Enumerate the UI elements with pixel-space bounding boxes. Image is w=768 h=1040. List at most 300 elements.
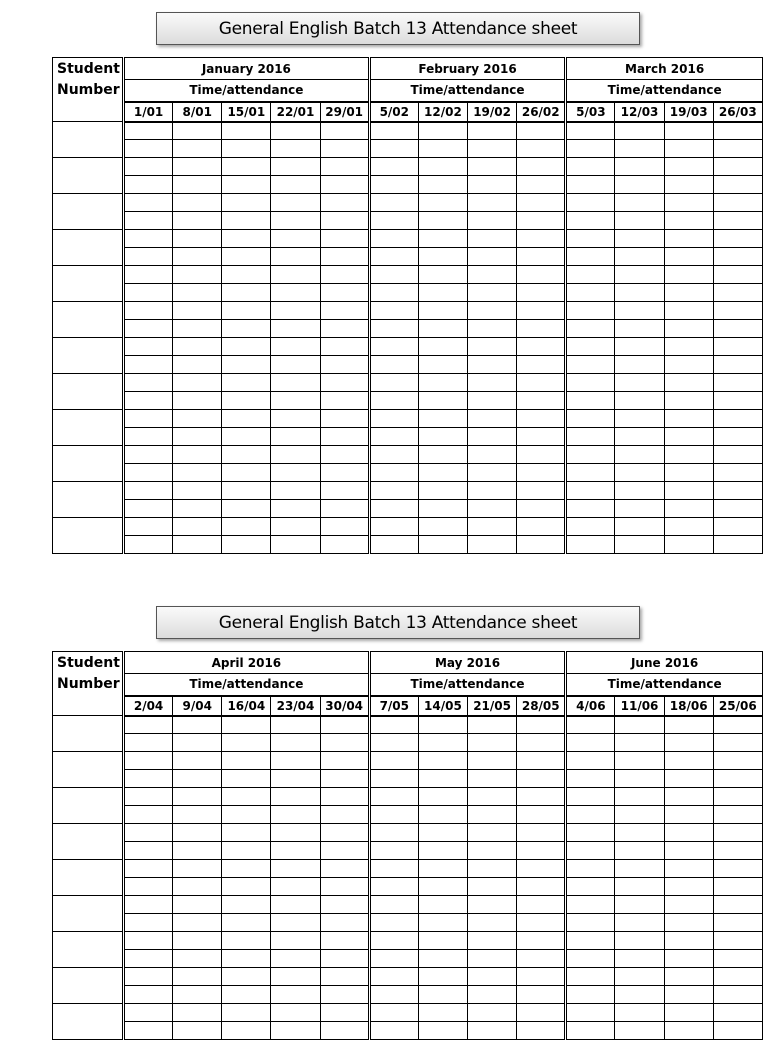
attendance-cell[interactable] [173, 932, 222, 950]
attendance-cell[interactable] [418, 788, 467, 806]
attendance-cell[interactable] [369, 536, 418, 554]
student-number-cell[interactable] [53, 374, 124, 410]
attendance-cell[interactable] [173, 212, 222, 230]
student-number-cell[interactable] [53, 122, 124, 158]
attendance-cell[interactable] [566, 914, 615, 932]
attendance-cell[interactable] [713, 932, 762, 950]
attendance-cell[interactable] [320, 500, 369, 518]
attendance-cell[interactable] [664, 320, 713, 338]
attendance-cell[interactable] [369, 392, 418, 410]
attendance-cell[interactable] [124, 824, 173, 842]
attendance-cell[interactable] [566, 374, 615, 392]
attendance-cell[interactable] [468, 464, 517, 482]
attendance-cell[interactable] [173, 194, 222, 212]
attendance-cell[interactable] [517, 194, 566, 212]
attendance-cell[interactable] [664, 932, 713, 950]
attendance-cell[interactable] [517, 968, 566, 986]
attendance-cell[interactable] [271, 896, 320, 914]
attendance-cell[interactable] [713, 950, 762, 968]
attendance-cell[interactable] [320, 194, 369, 212]
attendance-cell[interactable] [664, 536, 713, 554]
attendance-cell[interactable] [222, 914, 271, 932]
attendance-cell[interactable] [320, 1022, 369, 1040]
attendance-cell[interactable] [222, 446, 271, 464]
attendance-cell[interactable] [566, 356, 615, 374]
attendance-cell[interactable] [566, 176, 615, 194]
attendance-cell[interactable] [369, 896, 418, 914]
attendance-cell[interactable] [615, 194, 664, 212]
attendance-cell[interactable] [566, 302, 615, 320]
attendance-cell[interactable] [566, 734, 615, 752]
student-number-cell[interactable] [53, 1004, 124, 1040]
attendance-cell[interactable] [713, 392, 762, 410]
attendance-cell[interactable] [320, 806, 369, 824]
attendance-cell[interactable] [664, 158, 713, 176]
attendance-cell[interactable] [271, 194, 320, 212]
attendance-cell[interactable] [468, 500, 517, 518]
attendance-cell[interactable] [517, 1022, 566, 1040]
attendance-cell[interactable] [173, 356, 222, 374]
attendance-cell[interactable] [320, 482, 369, 500]
attendance-cell[interactable] [271, 950, 320, 968]
attendance-cell[interactable] [271, 302, 320, 320]
attendance-cell[interactable] [517, 464, 566, 482]
attendance-cell[interactable] [124, 410, 173, 428]
attendance-cell[interactable] [713, 320, 762, 338]
attendance-cell[interactable] [369, 158, 418, 176]
attendance-cell[interactable] [713, 806, 762, 824]
attendance-cell[interactable] [566, 500, 615, 518]
student-number-cell[interactable] [53, 194, 124, 230]
attendance-cell[interactable] [369, 140, 418, 158]
attendance-cell[interactable] [271, 914, 320, 932]
attendance-cell[interactable] [222, 482, 271, 500]
attendance-cell[interactable] [369, 248, 418, 266]
attendance-cell[interactable] [271, 212, 320, 230]
attendance-cell[interactable] [664, 464, 713, 482]
attendance-cell[interactable] [517, 770, 566, 788]
attendance-cell[interactable] [615, 896, 664, 914]
attendance-cell[interactable] [517, 878, 566, 896]
attendance-cell[interactable] [713, 266, 762, 284]
attendance-cell[interactable] [517, 356, 566, 374]
attendance-cell[interactable] [320, 860, 369, 878]
attendance-cell[interactable] [566, 392, 615, 410]
attendance-cell[interactable] [271, 230, 320, 248]
attendance-cell[interactable] [615, 536, 664, 554]
attendance-cell[interactable] [615, 878, 664, 896]
attendance-cell[interactable] [173, 338, 222, 356]
attendance-cell[interactable] [713, 878, 762, 896]
attendance-cell[interactable] [615, 914, 664, 932]
attendance-cell[interactable] [320, 1004, 369, 1022]
attendance-cell[interactable] [468, 428, 517, 446]
attendance-cell[interactable] [222, 896, 271, 914]
attendance-cell[interactable] [664, 428, 713, 446]
attendance-cell[interactable] [418, 284, 467, 302]
attendance-cell[interactable] [271, 968, 320, 986]
attendance-cell[interactable] [468, 752, 517, 770]
attendance-cell[interactable] [124, 320, 173, 338]
attendance-cell[interactable] [173, 752, 222, 770]
attendance-cell[interactable] [222, 950, 271, 968]
attendance-cell[interactable] [664, 878, 713, 896]
attendance-cell[interactable] [124, 230, 173, 248]
attendance-cell[interactable] [222, 248, 271, 266]
attendance-cell[interactable] [615, 842, 664, 860]
attendance-cell[interactable] [566, 248, 615, 266]
attendance-cell[interactable] [468, 122, 517, 140]
attendance-cell[interactable] [320, 338, 369, 356]
attendance-cell[interactable] [418, 230, 467, 248]
attendance-cell[interactable] [124, 248, 173, 266]
attendance-cell[interactable] [566, 212, 615, 230]
student-number-cell[interactable] [53, 266, 124, 302]
attendance-cell[interactable] [615, 320, 664, 338]
attendance-cell[interactable] [124, 374, 173, 392]
attendance-cell[interactable] [517, 986, 566, 1004]
attendance-cell[interactable] [664, 860, 713, 878]
attendance-cell[interactable] [271, 482, 320, 500]
attendance-cell[interactable] [517, 176, 566, 194]
attendance-cell[interactable] [369, 374, 418, 392]
attendance-cell[interactable] [468, 140, 517, 158]
attendance-cell[interactable] [173, 842, 222, 860]
attendance-cell[interactable] [222, 122, 271, 140]
attendance-cell[interactable] [271, 320, 320, 338]
attendance-cell[interactable] [222, 338, 271, 356]
attendance-cell[interactable] [566, 518, 615, 536]
attendance-cell[interactable] [664, 356, 713, 374]
student-number-cell[interactable] [53, 410, 124, 446]
attendance-cell[interactable] [664, 752, 713, 770]
attendance-cell[interactable] [222, 176, 271, 194]
attendance-cell[interactable] [124, 716, 173, 734]
attendance-cell[interactable] [222, 986, 271, 1004]
attendance-cell[interactable] [713, 770, 762, 788]
attendance-cell[interactable] [566, 788, 615, 806]
attendance-cell[interactable] [566, 716, 615, 734]
attendance-cell[interactable] [320, 446, 369, 464]
attendance-cell[interactable] [320, 374, 369, 392]
attendance-cell[interactable] [566, 896, 615, 914]
attendance-cell[interactable] [615, 500, 664, 518]
attendance-cell[interactable] [173, 824, 222, 842]
attendance-cell[interactable] [615, 464, 664, 482]
attendance-cell[interactable] [517, 716, 566, 734]
attendance-cell[interactable] [713, 338, 762, 356]
attendance-cell[interactable] [320, 986, 369, 1004]
attendance-cell[interactable] [468, 806, 517, 824]
attendance-cell[interactable] [468, 950, 517, 968]
attendance-cell[interactable] [517, 446, 566, 464]
attendance-cell[interactable] [222, 878, 271, 896]
attendance-cell[interactable] [664, 446, 713, 464]
attendance-cell[interactable] [566, 230, 615, 248]
attendance-cell[interactable] [468, 824, 517, 842]
attendance-cell[interactable] [517, 500, 566, 518]
attendance-cell[interactable] [713, 500, 762, 518]
attendance-cell[interactable] [664, 842, 713, 860]
student-number-cell[interactable] [53, 752, 124, 788]
student-number-cell[interactable] [53, 860, 124, 896]
attendance-cell[interactable] [173, 968, 222, 986]
attendance-cell[interactable] [222, 806, 271, 824]
attendance-cell[interactable] [320, 356, 369, 374]
attendance-cell[interactable] [615, 932, 664, 950]
attendance-cell[interactable] [713, 302, 762, 320]
attendance-cell[interactable] [418, 482, 467, 500]
attendance-cell[interactable] [320, 914, 369, 932]
attendance-cell[interactable] [615, 374, 664, 392]
attendance-cell[interactable] [566, 464, 615, 482]
attendance-cell[interactable] [124, 950, 173, 968]
attendance-cell[interactable] [566, 1004, 615, 1022]
attendance-cell[interactable] [713, 824, 762, 842]
attendance-cell[interactable] [320, 212, 369, 230]
attendance-cell[interactable] [566, 968, 615, 986]
attendance-cell[interactable] [713, 716, 762, 734]
attendance-cell[interactable] [615, 1004, 664, 1022]
attendance-cell[interactable] [271, 464, 320, 482]
attendance-cell[interactable] [271, 410, 320, 428]
attendance-cell[interactable] [517, 860, 566, 878]
attendance-cell[interactable] [271, 1004, 320, 1022]
attendance-cell[interactable] [271, 932, 320, 950]
attendance-cell[interactable] [320, 122, 369, 140]
attendance-cell[interactable] [124, 770, 173, 788]
attendance-cell[interactable] [271, 1022, 320, 1040]
attendance-cell[interactable] [124, 896, 173, 914]
attendance-cell[interactable] [664, 374, 713, 392]
attendance-cell[interactable] [713, 752, 762, 770]
attendance-cell[interactable] [271, 752, 320, 770]
attendance-cell[interactable] [468, 734, 517, 752]
attendance-cell[interactable] [271, 338, 320, 356]
attendance-cell[interactable] [418, 518, 467, 536]
attendance-cell[interactable] [320, 230, 369, 248]
attendance-cell[interactable] [173, 446, 222, 464]
attendance-cell[interactable] [222, 932, 271, 950]
attendance-cell[interactable] [664, 518, 713, 536]
attendance-cell[interactable] [418, 968, 467, 986]
attendance-cell[interactable] [713, 230, 762, 248]
attendance-cell[interactable] [418, 158, 467, 176]
attendance-cell[interactable] [615, 734, 664, 752]
attendance-cell[interactable] [615, 482, 664, 500]
attendance-cell[interactable] [320, 320, 369, 338]
attendance-cell[interactable] [713, 446, 762, 464]
attendance-cell[interactable] [369, 842, 418, 860]
attendance-cell[interactable] [320, 536, 369, 554]
attendance-cell[interactable] [468, 842, 517, 860]
attendance-cell[interactable] [369, 284, 418, 302]
attendance-cell[interactable] [713, 410, 762, 428]
attendance-cell[interactable] [271, 446, 320, 464]
attendance-cell[interactable] [418, 392, 467, 410]
attendance-cell[interactable] [468, 914, 517, 932]
attendance-cell[interactable] [418, 464, 467, 482]
attendance-cell[interactable] [664, 770, 713, 788]
attendance-cell[interactable] [566, 446, 615, 464]
attendance-cell[interactable] [271, 140, 320, 158]
student-number-cell[interactable] [53, 788, 124, 824]
attendance-cell[interactable] [320, 176, 369, 194]
attendance-cell[interactable] [222, 320, 271, 338]
attendance-cell[interactable] [468, 1022, 517, 1040]
attendance-cell[interactable] [615, 338, 664, 356]
student-number-cell[interactable] [53, 446, 124, 482]
attendance-cell[interactable] [173, 788, 222, 806]
attendance-cell[interactable] [320, 770, 369, 788]
attendance-cell[interactable] [664, 266, 713, 284]
attendance-cell[interactable] [566, 878, 615, 896]
attendance-cell[interactable] [222, 842, 271, 860]
attendance-cell[interactable] [369, 752, 418, 770]
attendance-cell[interactable] [320, 284, 369, 302]
attendance-cell[interactable] [517, 410, 566, 428]
attendance-cell[interactable] [517, 338, 566, 356]
attendance-cell[interactable] [468, 212, 517, 230]
attendance-cell[interactable] [713, 860, 762, 878]
attendance-cell[interactable] [468, 770, 517, 788]
attendance-cell[interactable] [468, 968, 517, 986]
attendance-cell[interactable] [124, 176, 173, 194]
attendance-cell[interactable] [271, 878, 320, 896]
attendance-cell[interactable] [222, 968, 271, 986]
attendance-cell[interactable] [468, 716, 517, 734]
attendance-cell[interactable] [418, 428, 467, 446]
attendance-cell[interactable] [517, 842, 566, 860]
attendance-cell[interactable] [320, 716, 369, 734]
attendance-cell[interactable] [566, 842, 615, 860]
attendance-cell[interactable] [713, 428, 762, 446]
attendance-cell[interactable] [369, 428, 418, 446]
student-number-cell[interactable] [53, 518, 124, 554]
attendance-cell[interactable] [124, 752, 173, 770]
attendance-cell[interactable] [468, 410, 517, 428]
attendance-cell[interactable] [124, 842, 173, 860]
attendance-cell[interactable] [124, 806, 173, 824]
attendance-cell[interactable] [664, 806, 713, 824]
attendance-cell[interactable] [320, 140, 369, 158]
attendance-cell[interactable] [664, 716, 713, 734]
attendance-cell[interactable] [664, 194, 713, 212]
attendance-cell[interactable] [173, 1022, 222, 1040]
attendance-cell[interactable] [222, 212, 271, 230]
attendance-cell[interactable] [173, 986, 222, 1004]
attendance-cell[interactable] [222, 302, 271, 320]
attendance-cell[interactable] [320, 248, 369, 266]
attendance-cell[interactable] [664, 824, 713, 842]
attendance-cell[interactable] [271, 248, 320, 266]
attendance-cell[interactable] [320, 752, 369, 770]
attendance-cell[interactable] [369, 122, 418, 140]
attendance-cell[interactable] [173, 482, 222, 500]
attendance-cell[interactable] [173, 374, 222, 392]
attendance-cell[interactable] [517, 266, 566, 284]
attendance-cell[interactable] [369, 770, 418, 788]
attendance-cell[interactable] [173, 734, 222, 752]
attendance-cell[interactable] [468, 374, 517, 392]
attendance-cell[interactable] [173, 284, 222, 302]
attendance-cell[interactable] [713, 536, 762, 554]
attendance-cell[interactable] [369, 212, 418, 230]
attendance-cell[interactable] [271, 158, 320, 176]
attendance-cell[interactable] [615, 140, 664, 158]
attendance-cell[interactable] [271, 788, 320, 806]
attendance-cell[interactable] [468, 1004, 517, 1022]
attendance-cell[interactable] [173, 392, 222, 410]
attendance-cell[interactable] [664, 248, 713, 266]
attendance-cell[interactable] [517, 158, 566, 176]
attendance-cell[interactable] [418, 896, 467, 914]
attendance-cell[interactable] [713, 248, 762, 266]
attendance-cell[interactable] [517, 824, 566, 842]
attendance-cell[interactable] [468, 932, 517, 950]
attendance-cell[interactable] [320, 392, 369, 410]
attendance-cell[interactable] [320, 932, 369, 950]
attendance-cell[interactable] [517, 320, 566, 338]
attendance-cell[interactable] [124, 482, 173, 500]
attendance-cell[interactable] [369, 410, 418, 428]
attendance-cell[interactable] [713, 158, 762, 176]
attendance-cell[interactable] [320, 968, 369, 986]
attendance-cell[interactable] [418, 770, 467, 788]
attendance-cell[interactable] [418, 1022, 467, 1040]
attendance-cell[interactable] [615, 230, 664, 248]
attendance-cell[interactable] [566, 932, 615, 950]
attendance-cell[interactable] [664, 482, 713, 500]
attendance-cell[interactable] [320, 302, 369, 320]
attendance-cell[interactable] [173, 230, 222, 248]
attendance-cell[interactable] [517, 392, 566, 410]
attendance-cell[interactable] [173, 518, 222, 536]
attendance-cell[interactable] [517, 212, 566, 230]
attendance-cell[interactable] [713, 734, 762, 752]
attendance-cell[interactable] [222, 140, 271, 158]
attendance-cell[interactable] [566, 536, 615, 554]
attendance-cell[interactable] [418, 248, 467, 266]
attendance-cell[interactable] [369, 788, 418, 806]
attendance-cell[interactable] [566, 194, 615, 212]
attendance-cell[interactable] [320, 734, 369, 752]
attendance-cell[interactable] [468, 788, 517, 806]
attendance-cell[interactable] [664, 284, 713, 302]
attendance-cell[interactable] [418, 266, 467, 284]
attendance-cell[interactable] [664, 788, 713, 806]
attendance-cell[interactable] [418, 986, 467, 1004]
attendance-cell[interactable] [615, 122, 664, 140]
attendance-cell[interactable] [615, 212, 664, 230]
attendance-cell[interactable] [418, 716, 467, 734]
attendance-cell[interactable] [222, 788, 271, 806]
attendance-cell[interactable] [222, 536, 271, 554]
attendance-cell[interactable] [517, 932, 566, 950]
attendance-cell[interactable] [664, 338, 713, 356]
attendance-cell[interactable] [222, 752, 271, 770]
attendance-cell[interactable] [222, 410, 271, 428]
attendance-cell[interactable] [615, 968, 664, 986]
attendance-cell[interactable] [468, 896, 517, 914]
attendance-cell[interactable] [517, 230, 566, 248]
attendance-cell[interactable] [517, 284, 566, 302]
attendance-cell[interactable] [468, 536, 517, 554]
attendance-cell[interactable] [271, 860, 320, 878]
attendance-cell[interactable] [124, 302, 173, 320]
attendance-cell[interactable] [173, 410, 222, 428]
attendance-cell[interactable] [566, 860, 615, 878]
